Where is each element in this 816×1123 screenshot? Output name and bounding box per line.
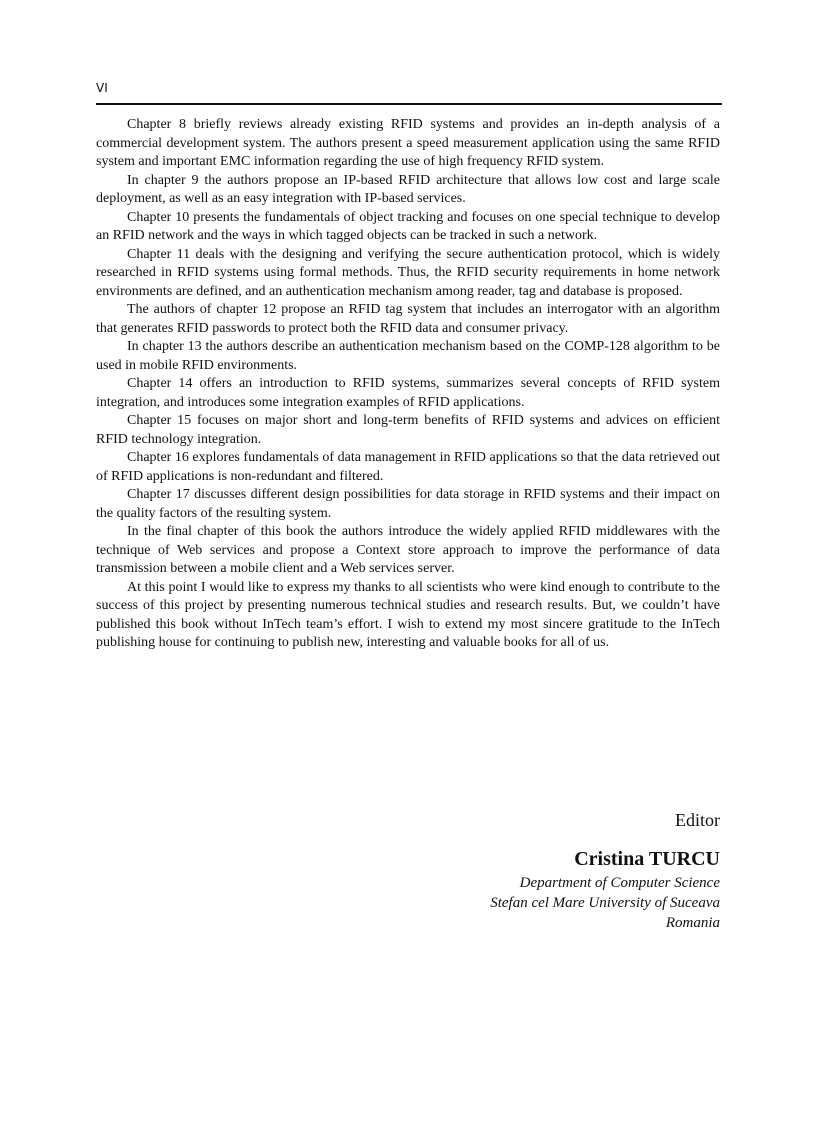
signature-country: Romania [665,915,720,931]
signature-role: Editor [675,810,720,830]
paragraph: In chapter 13 the authors describe an authentication mechanism based on the COMP-128 algorithm to be used in mobile RFID environments. [96,339,720,373]
signature-university: Stefan cel Mare University of Suceava [490,895,720,911]
paragraph: Chapter 17 discusses different design possibilities for data storage in RFID systems and their impact on the quality factors of the resulting system. [96,487,720,521]
header-rule [96,103,722,105]
body-text [96,116,720,653]
paragraph: At this point I would like to express my thanks to all scientists who were kind enough to contribute to the success of this project by presenting numerous technical studies and research results. But, we couldn’t have published this book without InTech team’s effort. I wish to extend my most sincere gratitude to the InTech publishing house for continuing to publish new, interesting and valuable books for all of us. [96,579,720,650]
paragraph: Chapter 16 explores fundamentals of data management in RFID applications so that the data retrieved out of RFID applications is non-redundant and filtered. [96,450,720,484]
page-number: VI [96,81,108,95]
paragraph: Chapter 11 deals with the designing and verifying the secure authentication protocol, which is widely researched in RFID systems using formal methods. Thus, the RFID security requirements in home network environments are defined, and an authentication mechanism among reader, tag and database is proposed. [96,246,720,299]
signature-department: Department of Computer Science [519,875,720,891]
paragraph: The authors of chapter 12 propose an RFID tag system that includes an interrogator with an algorithm that generates RFID passwords to protect both the RFID data and consumer privacy. [96,302,720,336]
paragraph: Chapter 15 focuses on major short and long-term benefits of RFID systems and advices on efficient RFID technology integration. [96,413,720,447]
paragraph: Chapter 8 briefly reviews already existing RFID systems and provides an in-depth analysis of a commercial development system. The authors present a speed measurement application using the same RFID system and important EMC information regarding the use of high frequency RFID system. [96,117,720,169]
signature-name: Cristina TURCU [574,848,720,870]
paragraph: In chapter 9 the authors propose an IP-based RFID architecture that allows low cost and large scale deployment, as well as an easy integration with IP-based services. [96,172,720,206]
paragraph: Chapter 10 presents the fundamentals of object tracking and focuses on one special technique to develop an RFID network and the ways in which tagged objects can be tracked in such a network. [96,209,720,243]
paragraph: In the final chapter of this book the authors introduce the widely applied RFID middlewares with the technique of Web services and propose a Context store approach to improve the performance of data transmission between a mobile client and a Web services server. [96,524,720,576]
paragraph: Chapter 14 offers an introduction to RFID systems, summarizes several concepts of RFID system integration, and introduces some integration examples of RFID applications. [96,376,720,410]
signature-affiliation [490,873,720,933]
